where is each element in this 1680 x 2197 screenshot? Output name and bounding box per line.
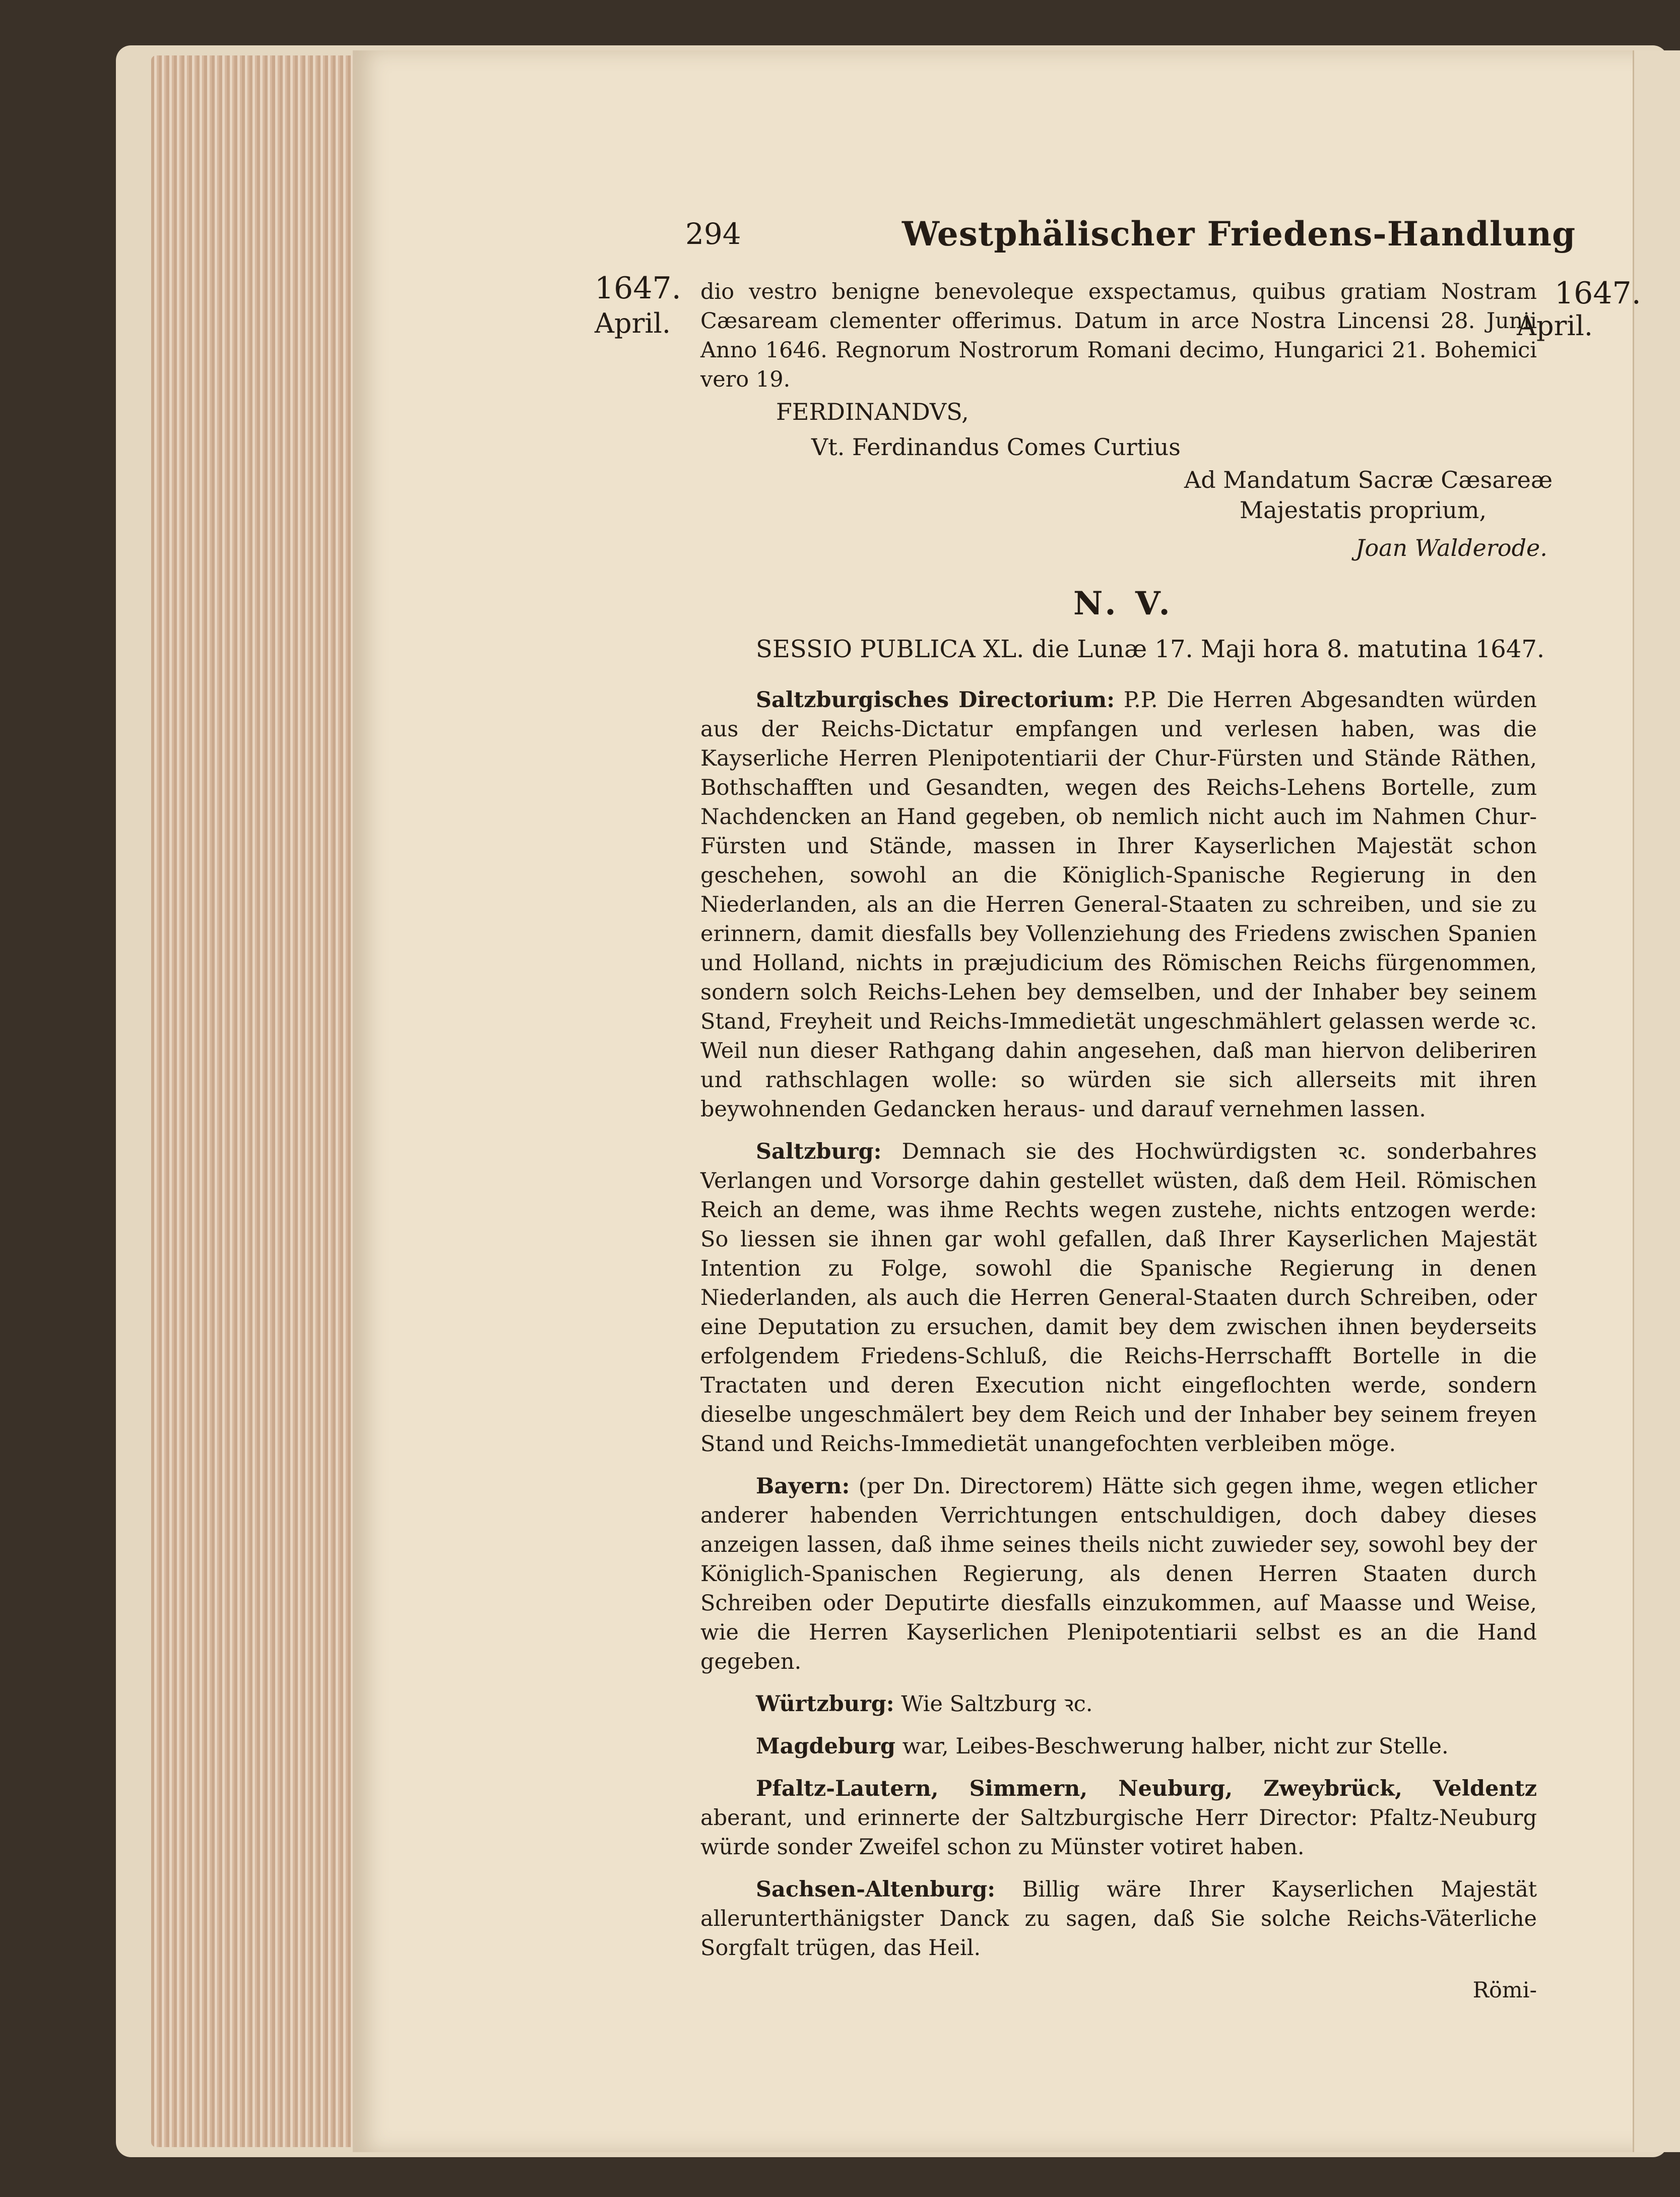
left-margin-year: 1647. bbox=[595, 271, 681, 306]
paragraph-text: Wie Saltzburg ꝛc. bbox=[901, 1691, 1093, 1717]
paragraph-text: P.P. Die Herren Abgesandten würden aus der Reichs-Dictatur empfangen und verlesen haben, was die Kayserliche Herren Plenipotentiarii der Chur-Fürsten und Stände Räthen, Bothschafften und Gesandten, wegen des Reichs-Lehens Bortelle, zum Nachdencken an Hand gegeben, ob nemlich nicht auch im Nahmen Chur-Fürsten und Stände, massen in Ihrer Kayserlichen Majestät schon geschehen, sowohl an die Königlich-Spanische Regierung in den Niederlanden, als an die Herren General-Staaten zu schreiben, und sie zu erinnern, damit diesfalls bey Vollenziehung des Friedens zwischen Spanien und Holland, nichts in præjudicium des Römischen Reichs fürgenommen, sondern solch Reichs-Lehen bey demselben, und der Inhaber bey seinem Stand, Freyheit und Reichs-Immedietät ungeschmählert gelassen werde ꝛc. Weil nun dieser Rathgang dahin angesehen, daß man hiervon deliberiren und rathschlagen wolle: so würden sie sich allerseits mit ihren beywohnenden Gedancken heraus- und darauf vernehmen lassen. bbox=[700, 687, 1537, 1122]
page-edges bbox=[151, 55, 368, 2147]
speaker-label: Sachsen-Altenburg: bbox=[756, 1877, 996, 1902]
speaker-label: Saltzburg: bbox=[756, 1139, 882, 1164]
paragraph-bayern bbox=[700, 1472, 1537, 1676]
speaker-label: Magdeburg bbox=[756, 1734, 896, 1759]
speaker-label: Bayern: bbox=[756, 1474, 850, 1499]
adjacent-page-edge bbox=[1633, 50, 1680, 2152]
paragraph-salzburg bbox=[700, 1137, 1537, 1459]
signature-emperor: FERDINANDVS, bbox=[776, 398, 969, 425]
paragraph-text: (per Dn. Directorem) Hätte sich gegen ihme, wegen etlicher anderer habenden Verrichtungen entschuldigen, doch dabey dieses anzeigen lassen, daß ihme seines theils nicht zuwieder sey, sowohl bey der Königlich-Spanischen Regierung, als denen Herren Staaten durch Schreiben oder Deputirte diesfalls einzukommen, auf Maasse und Weise, wie die Herren Kayserlichen Plenipotentiarii selbst es an die Hand gegeben. bbox=[700, 1474, 1537, 1674]
proceedings-text bbox=[700, 685, 1537, 2018]
running-title: Westphälischer Friedens-Handlung bbox=[902, 214, 1576, 254]
signature-mandate-2: Majestatis proprium, bbox=[1240, 496, 1487, 524]
paragraph-text: Billig wäre Ihrer Kayserlichen Majestät allerunterthänigster Danck zu sagen, daß Sie solche Reichs-Väterliche Sorgfalt trügen, das Heil. bbox=[700, 1877, 1537, 1961]
speaker-label: Würtzburg: bbox=[756, 1691, 894, 1717]
session-heading: SESSIO PUBLICA XL. die Lunæ 17. Maji hora 8. matutina 1647. bbox=[756, 635, 1545, 663]
paragraph-text: Demnach sie des Hochwürdigsten ꝛc. sonderbahres Verlangen und Vorsorge dahin gestellet wüsten, daß dem Heil. Römischen Reich an deme, was ihme Rechts wegen zustehe, nichts entzogen werde: So liessen sie ihnen gar wohl gefallen, daß Ihrer Kayserlichen Majestät Intention zu Folge, sowohl die Spanische Regierung in denen Niederlanden, als auch die Herren General-Staaten durch Schreiben, oder eine Deputation zu ersuchen, damit bey dem zwischen ihnen beyderseits erfolgendem Friedens-Schluß, die Reichs-Herrschafft Bortelle in die Tractaten und deren Execution nicht eingeflochten werde, sondern dieselbe ungeschmälert bey dem Reich und der Inhaber bey seinem freyen Stand und Reichs-Immedietät unangefochten verbleiben möge. bbox=[700, 1139, 1537, 1457]
paragraph-pfaltz bbox=[700, 1774, 1537, 1862]
speaker-label: Saltzburgisches Directorium: bbox=[756, 687, 1115, 713]
signature-mandate-1: Ad Mandatum Sacræ Cæsareæ bbox=[1184, 466, 1553, 493]
paragraph-sachsen-altenburg bbox=[700, 1875, 1537, 1963]
left-margin-month: April. bbox=[595, 307, 671, 339]
catchword: Römi- bbox=[1472, 1978, 1537, 2003]
section-number: N. V. bbox=[1073, 585, 1174, 622]
paragraph-text: aberant, und erinnerte der Saltzburgische Herr Director: Pfaltz-Neuburg würde sonder Zweifel schon zu Münster votiret haben. bbox=[700, 1805, 1537, 1860]
right-margin-year: 1647. bbox=[1555, 276, 1641, 311]
paragraph-wuerzburg bbox=[700, 1689, 1537, 1719]
signature-countersign: Vt. Ferdinandus Comes Curtius bbox=[811, 433, 1181, 461]
opening-paragraph: dio vestro benigne benevoleque exspectamus, quibus gratiam Nostram Cæsaream clementer offerimus. Datum in arce Nostra Lincensi 28. Junii Anno 1646. Regnorum Nostrorum Romani decimo, Hungarici 21. Bohemici vero 19. bbox=[700, 279, 1537, 392]
paragraph-text: war, Leibes-Beschwerung halber, nicht zur Stelle. bbox=[902, 1734, 1449, 1759]
page-number: 294 bbox=[685, 217, 741, 251]
paragraph-magdeburg bbox=[700, 1732, 1537, 1761]
speaker-label: Pfaltz-Lautern, Simmern, Neuburg, Zweybrück, Veldentz bbox=[756, 1776, 1537, 1801]
paragraph-salzburg-directorium bbox=[700, 685, 1537, 1124]
opening-lines bbox=[700, 277, 1537, 407]
signature-secretary: Joan Walderode. bbox=[1355, 534, 1547, 561]
right-margin-month: April. bbox=[1517, 310, 1593, 342]
